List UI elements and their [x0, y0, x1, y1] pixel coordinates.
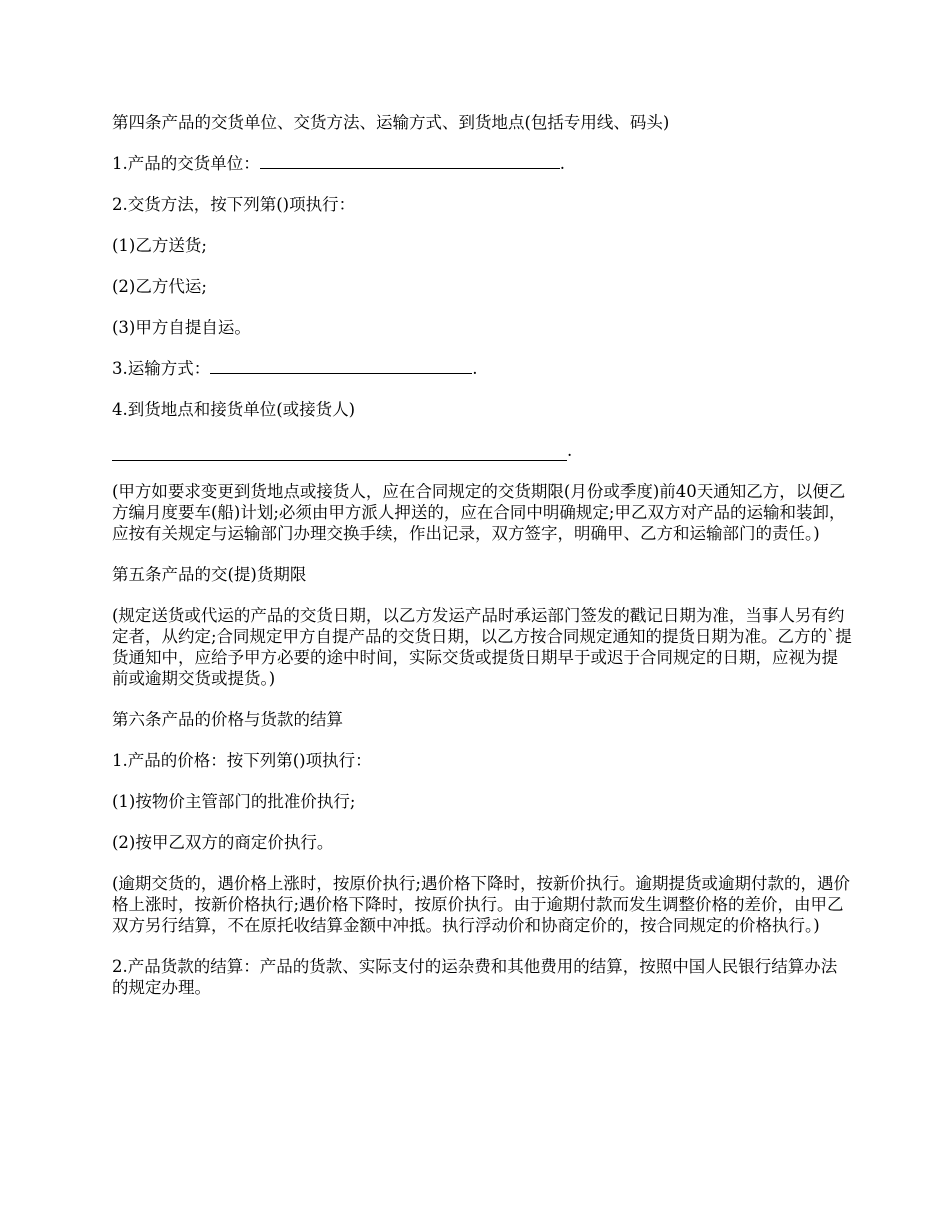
- destination-blank: [112, 444, 567, 461]
- document-body: [112, 112, 852, 1018]
- article6-heading: 第六条产品的价格与货款的结算: [112, 710, 343, 729]
- article5-heading: 第五条产品的交(提)货期限: [112, 565, 307, 584]
- destination-end: .: [567, 441, 573, 460]
- article5-note: (规定送货或代运的产品的交货日期，以乙方发运产品时承运部门签发的戳记日期为准，当事人另有约定者，从约定;合同规定甲方自提产品的交货日期，以乙方按合同规定通知的提货日期为准。乙方的`提货通知中，应给予甲方必要的途中时间，实际交货或提货日期早于或迟于合同规定的日期，应视为提前或逾期交货或提货。): [112, 606, 852, 688]
- destination-line: 4.到货地点和接货单位(或接货人): [112, 400, 356, 419]
- delivery-unit-line: [112, 153, 852, 174]
- price-option-2: (2)按甲乙双方的商定价执行。: [112, 833, 334, 852]
- article4-note: (甲方如要求变更到货地点或接货人，应在合同规定的交货期限(月份或季度)前40天通知乙方，以便乙方编月度要车(船)计划;必须由甲方派人押送的，应在合同中明确规定;甲乙双方对产品的运输和装卸，应按有关规定与运输部门办理交换手续，作出记录，双方签字，明确甲、乙方和运输部门的责任。): [112, 482, 846, 543]
- price-line: 1.产品的价格：按下列第()项执行：: [112, 751, 372, 770]
- delivery-option-2: (2)乙方代运;: [112, 277, 207, 296]
- delivery-option-1: (1)乙方送货;: [112, 236, 207, 255]
- delivery-option-3: (3)甲方自提自运。: [112, 318, 251, 337]
- article4-heading: 第四条产品的交货单位、交货方法、运输方式、到货地点(包括专用线、码头): [112, 113, 670, 132]
- transport-method-blank: [210, 372, 472, 374]
- delivery-method-line: 2.交货方法，按下列第()项执行：: [112, 195, 356, 214]
- transport-method-line: [112, 358, 852, 379]
- article6-note: (逾期交货的，遇价格上涨时，按原价执行;遇价格下降时，按新价执行。逾期提货或逾期付款的，遇价格上涨时，按新价格执行;遇价格下降时，按原价执行。由于逾期付款而发生调整价格的差价，由甲乙双方另行结算，不在原托收结算金额中冲抵。执行浮动价和协商定价的，按合同规定的价格执行。): [112, 874, 850, 935]
- transport-method-label: 3.运输方式：: [112, 359, 211, 378]
- price-option-1: (1)按物价主管部门的批准价执行;: [112, 792, 356, 811]
- delivery-unit-label: 1.产品的交货单位：: [112, 154, 260, 173]
- settlement-line: 2.产品货款的结算：产品的货款、实际支付的运杂费和其他费用的结算，按照中国人民银行结算办法的规定办理。: [112, 957, 838, 997]
- delivery-unit-end: .: [559, 154, 565, 173]
- destination-blank-line: [112, 440, 852, 461]
- delivery-unit-blank: [260, 167, 560, 169]
- transport-method-end: .: [472, 359, 478, 378]
